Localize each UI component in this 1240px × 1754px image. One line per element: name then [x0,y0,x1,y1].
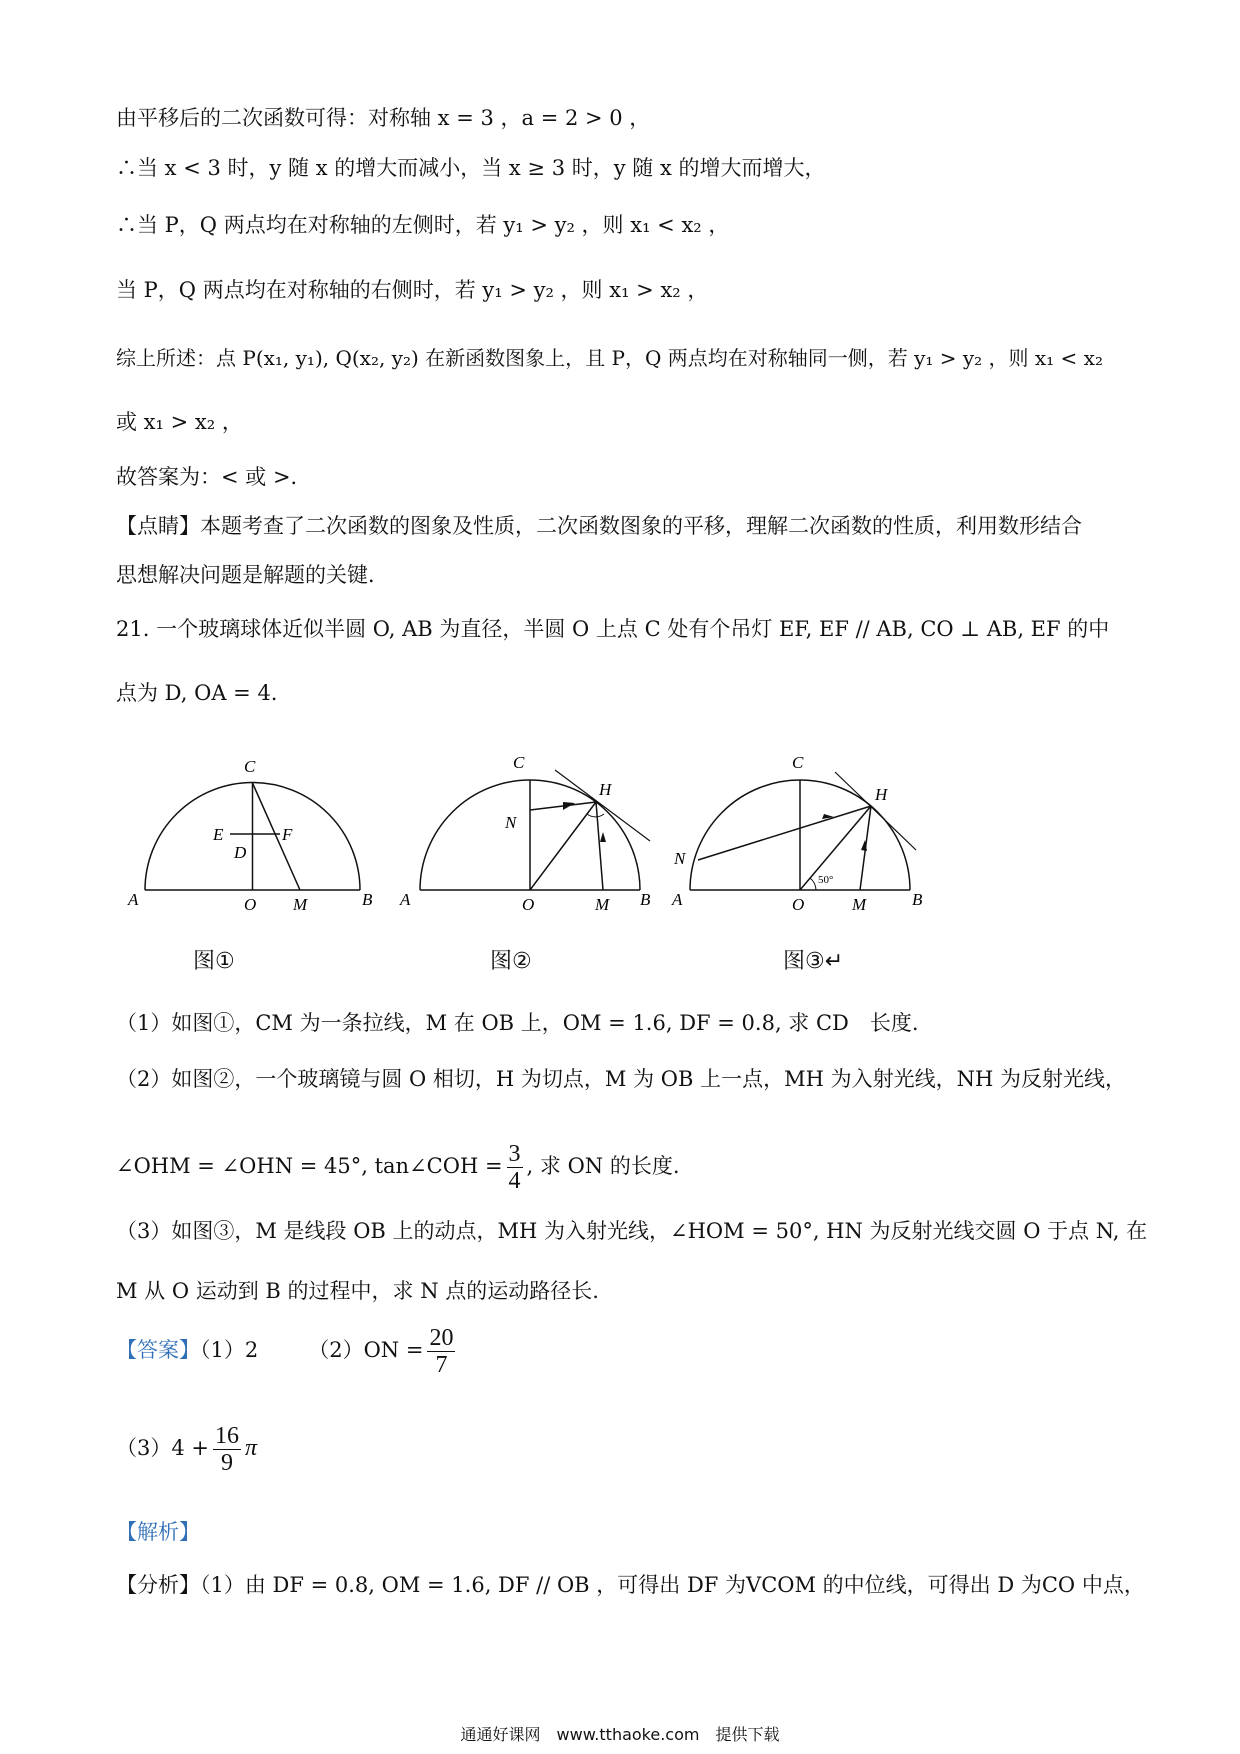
dianjing-line-1 [116,511,1082,541]
fig3-label-o: O [792,895,805,914]
dianjing-line-2: 思想解决问题是解题的关键． [116,563,389,587]
fig1-label-o: O [244,895,257,914]
figure-2-caption: 图② [490,949,532,974]
fig3-label-a: A [672,890,683,909]
question-2-line-1: （2）如图②，一个玻璃镜与圆 O 相切，H 为切点，M 为 OB 上一点，MH 为入射光线，NH 为反射光线， [116,1067,1126,1091]
fenxi-text: （1）由 DF = 0.8, OM = 1.6, DF // OB ，可得出 DF 为VCOM 的中位线，可得出 D 为CO 中点， [200,1573,1145,1597]
answer-2-num: 20 [429,1325,454,1351]
fenxi-line [116,1570,1145,1600]
answer-3-den: 9 [221,1450,233,1476]
fig3-label-b: B [912,890,923,909]
dianjing-tag: 【点睛】 [116,514,200,538]
fig3-label-c: C [792,753,804,772]
answer-3-fraction [213,1423,241,1476]
figure-1-caption: 图① [193,949,235,974]
problem-line-1: 21. 一个玻璃球体近似半圆 O, AB 为直径，半圆 O 上点 C 处有个吊灯 EF, EF // AB, CO ⊥ AB, EF 的中 [116,617,1110,641]
question-3-line-1: （3）如图③，M 是线段 OB 上的动点，MH 为入射光线，∠HOM = 50°, HN 为反射光线交圆 O 于点 N, 在 [116,1219,1148,1243]
fenxi-tag: 【分析】 [116,1573,200,1597]
fig3-angle-label: 50° [818,874,834,886]
answer-line-1 [116,1320,459,1380]
answer-3-suffix: π [245,1435,258,1461]
q2-frac-num: 3 [508,1141,521,1167]
fig1-label-a: A [128,890,139,909]
fig2-label-n: N [505,813,517,832]
figure-2 [395,750,665,925]
dianjing-text-1: 本题考查了二次函数的图象及性质，二次函数图象的平移，理解二次函数的性质，利用数形结合 [200,514,1082,538]
analysis-tag: 【解析】 [116,1520,200,1544]
question-3-line-2: M 从 O 运动到 B 的过程中，求 N 点的运动路径长. [116,1279,599,1303]
fig2-label-h: H [599,780,612,799]
fig1-label-c: C [244,757,256,776]
answer-line-3 [116,1418,257,1478]
problem-line-2: 点为 D, OA = 4. [116,681,278,705]
answer-2-fraction [427,1325,455,1378]
answer-2-den: 7 [435,1352,448,1378]
fig2-label-o: O [522,895,535,914]
q2-fraction [507,1141,523,1194]
fig3-label-m: M [852,895,867,914]
footer: 通通好课网 www.tthaoke.com 提供下载 [460,1725,780,1744]
fig1-label-f: F [282,825,293,844]
line-6: 或 x₁ > x₂ ， [116,410,243,434]
line-5: 综上所述：点 P(x₁, y₁), Q(x₂, y₂) 在新函数图象上，且 P，Q 两点均在对称轴同一侧，若 y₁ > y₂ ，则 x₁ < x₂ [116,346,1103,370]
fig3-label-n: N [674,849,686,868]
fig3-label-h: H [875,785,888,804]
fig2-label-b: B [640,890,651,909]
fig1-label-d: D [234,843,247,862]
question-1: （1）如图①，CM 为一条拉线，M 在 OB 上，OM = 1.6, DF = 0.8, 求 CD 长度. [116,1011,919,1035]
answer-3-prefix: （3）4 + [116,1436,209,1460]
answer-1: （1）2 [200,1338,259,1362]
line-3: ∴当 P，Q 两点均在对称轴的左侧时，若 y₁ > y₂ ，则 x₁ < x₂ ， [116,213,730,237]
question-2-line-2 [116,1136,680,1196]
q2-frac-den: 4 [508,1168,521,1194]
figure-3 [670,750,945,925]
answer-tag: 【答案】 [116,1338,200,1362]
line-7: 故答案为：< 或 >． [116,465,312,489]
fig1-label-b: B [362,890,373,909]
q2-text-a: ∠OHM = ∠OHN = 45°, tan∠COH = [116,1154,503,1178]
fig2-label-c: C [513,753,525,772]
answer-3-num: 16 [215,1423,239,1449]
fig1-label-m: M [293,895,308,914]
fig2-label-a: A [400,890,411,909]
line-4: 当 P，Q 两点均在对称轴的右侧时，若 y₁ > y₂ ，则 x₁ > x₂ ， [116,278,709,302]
figure-3-caption: 图③↵ [783,949,844,974]
figure-1 [120,750,380,925]
answer-2-prefix: （2）ON = [308,1338,424,1362]
q2-text-b: , 求 ON 的长度. [526,1154,680,1178]
line-2: ∴当 x < 3 时，y 随 x 的增大而减小，当 x ≥ 3 时，y 随 x 的增大而增大， [116,156,826,180]
fig2-label-m: M [595,895,610,914]
line-1: 由平移后的二次函数可得：对称轴 x = 3 ，a = 2 > 0 ， [116,106,651,130]
fig1-label-e: E [213,825,224,844]
